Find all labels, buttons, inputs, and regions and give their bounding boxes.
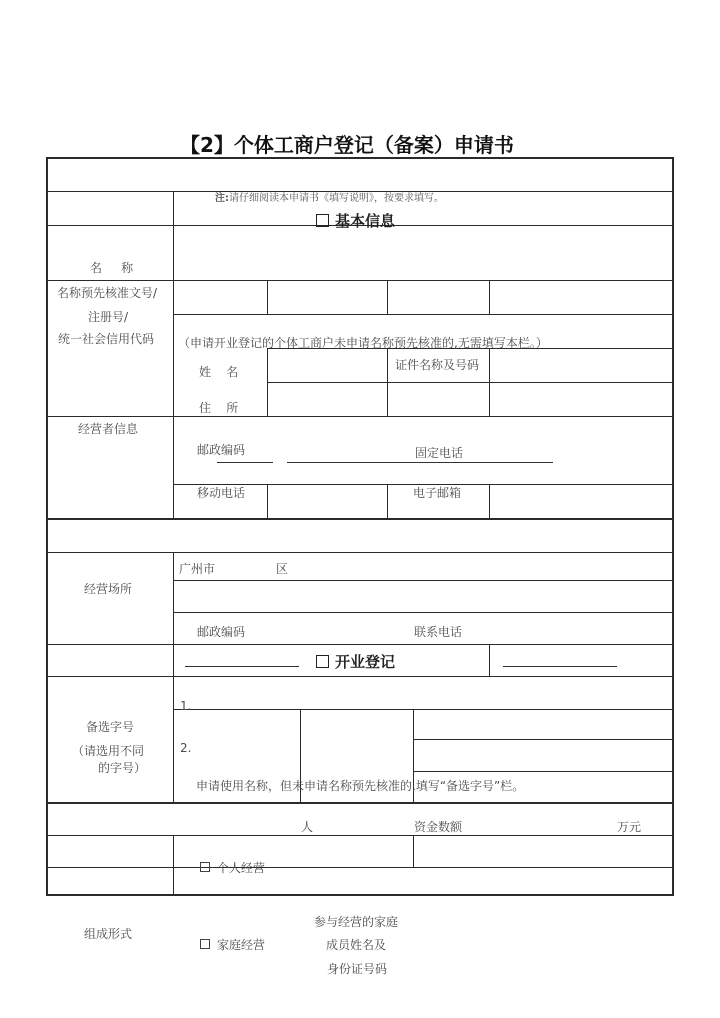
place-label: 经营场所 — [84, 582, 133, 596]
table-rule — [46, 644, 673, 645]
table-rule — [46, 518, 673, 520]
section-basic-info: 基本信息 — [316, 212, 395, 230]
landline-label: 固定电话 — [415, 446, 464, 460]
checkbox-icon[interactable] — [200, 939, 210, 949]
operator-info-label: 经营者信息 — [78, 422, 139, 436]
instruction-note: 注:请仔细阅读本申请书《填写说明》，按要求填写。 — [215, 193, 444, 204]
table-border-left — [46, 157, 48, 896]
alt-name-2: 2. — [180, 741, 192, 755]
table-col — [387, 348, 388, 416]
table-border-bottom — [46, 894, 673, 896]
table-rule — [46, 835, 673, 836]
approval-hint: （申请开业登记的个体工商户未申请名称预先核准的,无需填写本栏。） — [178, 336, 548, 350]
table-border-top — [46, 157, 673, 159]
individual-option[interactable]: 个人经营 — [200, 861, 265, 875]
table-rule — [46, 802, 673, 804]
page-title: 【2】个体工商户登记（备案）申请书 — [180, 133, 514, 157]
table-col — [173, 552, 174, 802]
table-rule — [267, 382, 673, 383]
table-col — [489, 348, 490, 416]
section-opening-registration: 开业登记 — [316, 653, 395, 671]
checkbox-icon[interactable] — [200, 862, 210, 872]
alt-name-1: 1. — [180, 699, 192, 713]
place-district: 区 — [276, 562, 289, 576]
checkbox-icon[interactable] — [316, 655, 329, 668]
family-members-label-1: 参与经营的家庭 — [314, 915, 399, 929]
underline — [287, 462, 553, 463]
mobile-label: 移动电话 — [197, 486, 246, 500]
checkbox-icon[interactable] — [316, 214, 329, 227]
table-col — [387, 280, 388, 314]
residence-label: 住 所 — [199, 401, 239, 415]
table-col — [413, 835, 414, 868]
table-rule — [46, 552, 673, 553]
approval-no-label-3: 统一社会信用代码 — [58, 332, 155, 346]
table-rule — [173, 484, 673, 485]
table-col — [489, 280, 490, 314]
unit-wan: 万元 — [617, 820, 642, 834]
table-col — [173, 835, 174, 895]
table-rule — [46, 867, 673, 868]
table-col — [267, 348, 268, 416]
table-rule — [413, 771, 673, 772]
table-rule — [173, 280, 673, 281]
table-rule — [413, 739, 673, 740]
table-col — [489, 484, 490, 518]
table-col — [267, 484, 268, 518]
table-rule — [173, 580, 673, 581]
table-rule — [46, 191, 673, 192]
table-rule — [173, 314, 673, 315]
underline — [503, 666, 617, 667]
alt-name-label: 备选字号 — [86, 720, 135, 734]
persons-label: 人 — [301, 820, 314, 834]
alt-name-hint: 申请使用名称，但未申请名称预先核准的,填写“备选字号”栏。 — [196, 779, 525, 793]
org-form-label: 组成形式 — [84, 927, 133, 941]
name-label: 名 称 — [90, 261, 134, 275]
place-city: 广州市 — [179, 562, 216, 576]
table-col — [267, 280, 268, 314]
table-col — [489, 644, 490, 676]
table-col — [173, 191, 174, 518]
place-postcode-label: 邮政编码 — [197, 625, 246, 639]
table-rule — [173, 612, 673, 613]
table-rule — [46, 676, 673, 677]
table-border-right — [672, 157, 674, 896]
underline — [185, 666, 299, 667]
email-label: 电子邮箱 — [413, 486, 462, 500]
underline — [217, 462, 273, 463]
table-rule — [46, 416, 673, 417]
table-rule — [173, 709, 673, 710]
table-col — [387, 484, 388, 518]
approval-no-label-2: 注册号/ — [88, 310, 129, 324]
approval-no-label-1: 名称预先核准文号/ — [57, 286, 158, 300]
operator-name-label: 姓 名 — [199, 365, 239, 379]
family-members-label-3: 身份证号码 — [327, 962, 388, 976]
family-option[interactable]: 家庭经营 — [200, 938, 265, 952]
family-members-label-2: 成员姓名及 — [326, 938, 387, 952]
contact-phone-label: 联系电话 — [414, 625, 463, 639]
alt-name-hint-2: 的字号） — [98, 761, 147, 775]
alt-name-hint-1: （请选用不同 — [72, 744, 145, 758]
table-rule — [46, 280, 173, 281]
operator-postcode-label: 邮政编码 — [197, 443, 246, 457]
capital-label: 资金数额 — [414, 820, 463, 834]
id-document-label: 证件名称及号码 — [395, 358, 480, 372]
